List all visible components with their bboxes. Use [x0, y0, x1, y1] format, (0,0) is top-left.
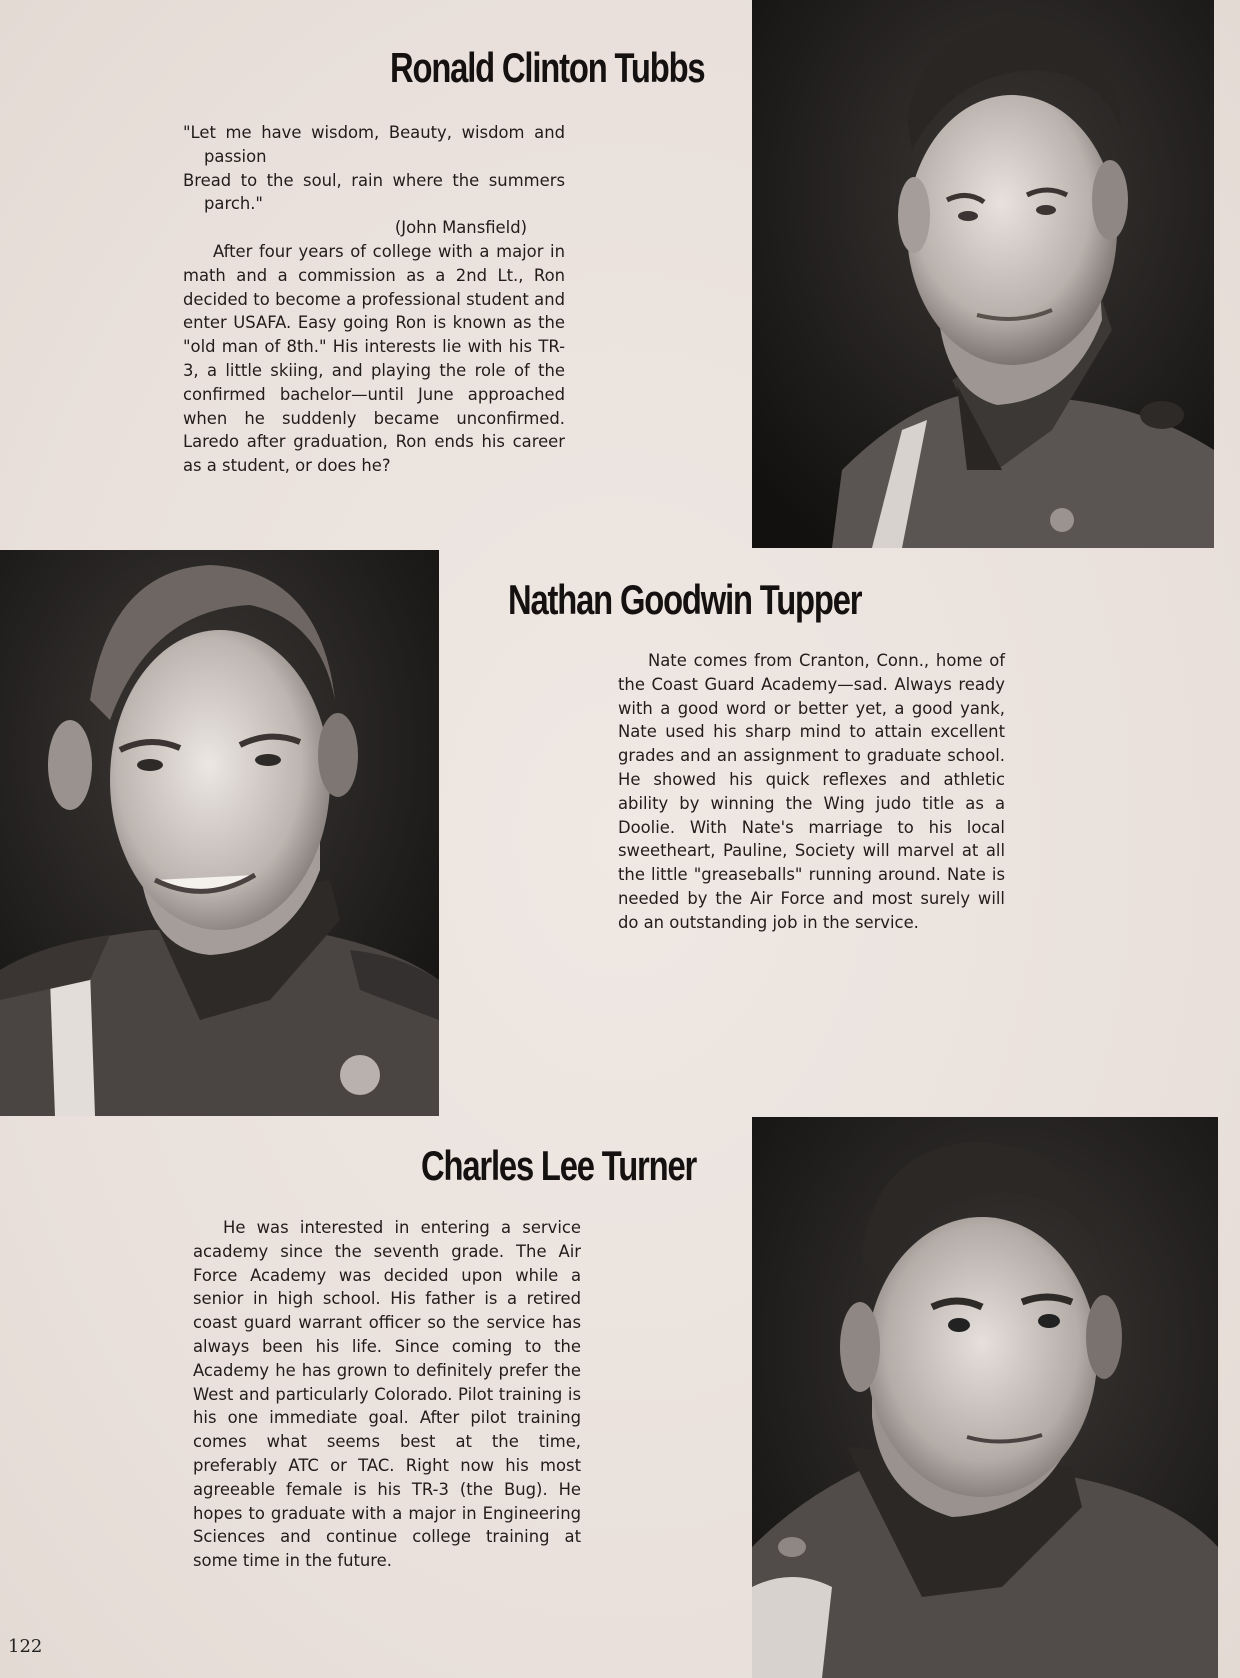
- quote-line: "Let me have wisdom, Beauty, wisdom and passion: [183, 123, 565, 166]
- cadet-name-tubbs: Ronald Clinton Tubbs: [390, 44, 705, 91]
- cadet-bio-tubbs: [183, 121, 565, 478]
- cadet-bio-tupper: [618, 649, 1005, 935]
- bio-text: Nate comes from Cranton, Conn., home of the Coast Guard Academy—sad. Always ready with a good word or better yet, a good yank, Nate used his sharp mind to attain excellent grades and an assignment to graduate school. He showed his quick reflexes and athletic ability by winning the Wing judo title as a Doolie. With Nate's marriage to his local sweetheart, Pauline, Society will marvel at all the little "greaseballs" running around. Nate is needed by the Air Force and most surely will do an outstanding job in the service.: [618, 651, 1005, 932]
- cadet-name-tupper: Nathan Goodwin Tupper: [508, 576, 862, 623]
- page-number: 122: [8, 1636, 43, 1657]
- quote-line: Bread to the soul, rain where the summers parch.": [183, 170, 565, 214]
- cadet-name-turner: Charles Lee Turner: [421, 1142, 697, 1189]
- bio-text: He was interested in entering a service academy since the seventh grade. The Air Force Academy was decided upon while a senior in high school. His father is a retired coast guard warrant officer so the service has always been his life. Since coming to the Academy he has grown to definitely prefer the West and particularly Colorado. Pilot training is his one immediate goal. After pilot training comes what seems best at the time, preferably ATC or TAC. Right now his most agreeable female is his TR-3 (the Bug). He hopes to graduate with a major in Engineering Sciences and continue college training at some time in the future.: [193, 1218, 581, 1571]
- portrait-photo-turner: [752, 1117, 1218, 1678]
- cadet-bio-turner: [193, 1216, 581, 1573]
- bio-text: After four years of college with a major in math and a commission as a 2nd Lt., Ron decided to become a professional student and enter USAFA. Easy going Ron is known as the "old man of 8th." His interests lie with his TR-3, a little skiing, and playing the role of the confirmed bachelor—until June approached when he suddenly became unconfirmed. Laredo after graduation, Ron ends his career as a student, or does he?: [183, 241, 565, 476]
- portrait-photo-tubbs: [752, 0, 1214, 548]
- quote-attribution: (John Mansfield): [394, 218, 527, 238]
- portrait-photo-tupper: [0, 550, 439, 1116]
